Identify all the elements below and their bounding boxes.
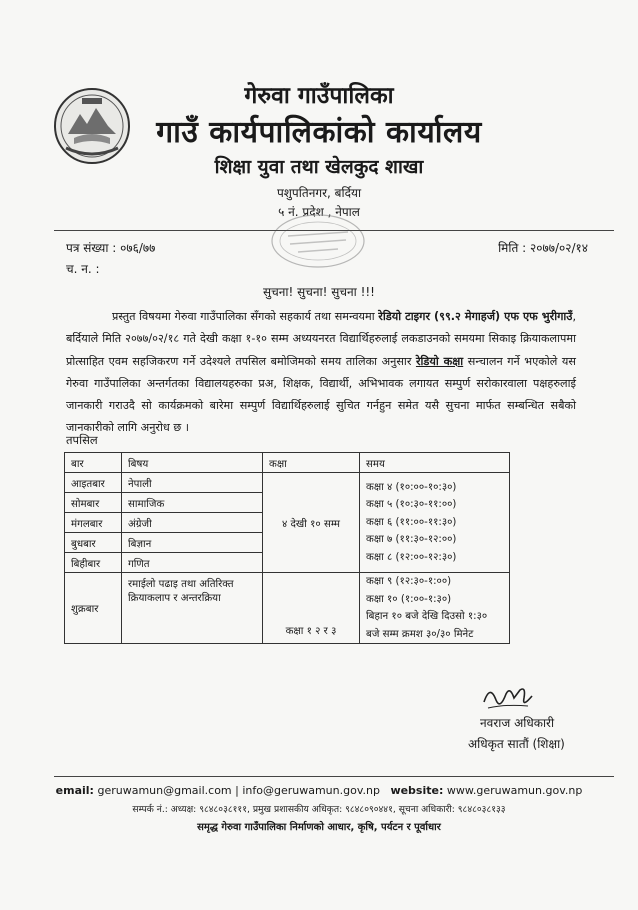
- dispatch-number: च. न. :: [66, 262, 100, 276]
- time-slots-cell: [360, 473, 510, 573]
- time-slot: बिहान १० बजे देखि दिउसो १:३०: [366, 611, 488, 622]
- email-link[interactable]: geruwamun@gmail.com | info@geruwamun.gov.np: [97, 784, 380, 797]
- row-day: बिहीबार: [65, 553, 122, 573]
- office-stamp: [268, 212, 368, 270]
- footer-contact-line: [0, 784, 638, 797]
- email-label: email:: [55, 784, 94, 797]
- header-subject: बिषय: [122, 453, 263, 473]
- row-day: शुक्रबार: [65, 573, 122, 644]
- handwritten-signature: [476, 680, 546, 714]
- header-time: समय: [360, 453, 510, 473]
- table-row: [65, 473, 510, 493]
- row-day: मंगलबार: [65, 513, 122, 533]
- time-slot: कक्षा ५ (१०:३०-११:००): [366, 499, 457, 511]
- office-place: पशुपतिनगर, बर्दिया: [276, 186, 362, 200]
- row-subject: गणित: [122, 553, 263, 573]
- footer-slogan: समृद्ध गेरुवा गाउँपालिका निर्माणको आधार, कृषि, पर्यटन र पूर्वाधार: [197, 822, 441, 833]
- time-slot: बजे सम्म क्रमश ३०/३० मिनेट: [366, 628, 474, 640]
- row-day: बुधबार: [65, 533, 122, 553]
- class-range-cell: ४ देखी १० सम्म: [263, 473, 360, 573]
- notice-body: [66, 306, 576, 440]
- notice-part-2: , बर्दियाले मिति २०७७/०२/१८ गते देखी कक्षा १-१० सम्म अध्ययनरत विद्यार्थिहरुलाई लकडाउनको समयमा सिकाइ क्रियाकलापमा प्रोत्साहित एवम सहजिकरण गर्ने उदेश्यले तपसिल बमोजिमको समय तालिका अनुसार: [66, 310, 576, 368]
- office-name: गाउँ कार्यपालिकांको कार्यालय: [156, 115, 482, 150]
- website-link[interactable]: www.geruwamun.gov.np: [446, 784, 583, 797]
- notice-heading: सुचना! सुचना! सुचना !!!: [263, 285, 375, 299]
- office-province: ५ नं. प्रदेश , नेपाल: [278, 205, 360, 219]
- letter-date: मिति : २०७७/०२/१४: [498, 241, 588, 255]
- header-divider: [54, 230, 614, 231]
- website-label: website:: [390, 784, 444, 797]
- time-slot: कक्षा ९ (१२:३०-१:००): [366, 576, 452, 587]
- friday-time-cell: [360, 573, 510, 644]
- header-day: बार: [65, 453, 122, 473]
- municipality-name: गेरुवा गाउँपालिका: [244, 83, 394, 109]
- footer-phone-numbers: सम्पर्क नं.: अध्यक्ष: ९८४८०३८१११, प्रमुख प्रशासकीय अधिकृत: ९८४८०९०४४१, सूचना अधिकारी: ९८४८०३८१३३: [132, 804, 506, 815]
- time-slot: कक्षा ८ (१२:००-१२:३०): [366, 551, 457, 563]
- branch-name: शिक्षा युवा तथा खेलकुद शाखा: [214, 156, 424, 178]
- notice-part-1: प्रस्तुत विषयमा गेरुवा गाउँपालिका सँगको सहकार्य तथा समन्वयमा: [112, 310, 375, 323]
- header-class: कक्षा: [263, 453, 360, 473]
- signatory-name: नवराज अधिकारी: [480, 716, 555, 730]
- signatory-title: अधिकृत सातौं (शिक्षा): [468, 737, 565, 751]
- notice-part-3: सन्चालन गर्ने भएकोले यस गेरुवा गाउँपालिका अन्तर्गतका विद्यालयहरुका प्रअ, शिक्षक, विद्यार्थी, अभिभावक लगायत सम्पुर्ण सरोकारवाला पक्षहरुलाई जानकारी गराउदै सो कार्यक्रमको बारेमा सम्पुर्ण विद्यार्थिहरुलाई सुचित गर्नहुन समेत यसै सुचना मार्फत सम्बन्धित सबैको जानकारीको लागि अनुरोध छ ।: [66, 354, 576, 435]
- time-slot: कक्षा ६ (११:००-११:३०): [366, 516, 457, 528]
- table-header-row: [65, 453, 510, 473]
- row-subject: अंग्रेजी: [122, 513, 263, 533]
- radio-station-name: रेडियो टाइगर (९९.२ मेगाहर्ज) एफ एफ भुरीगाउँ: [378, 310, 573, 323]
- row-day: सोमबार: [65, 493, 122, 513]
- time-slot: कक्षा ४ (१०:००-१०:३०): [366, 481, 457, 493]
- row-day: आइतबार: [65, 473, 122, 493]
- reference-number: पत्र संख्या : ०७६/७७: [66, 241, 156, 255]
- schedule-table: [64, 452, 510, 644]
- row-subject: नेपाली: [122, 473, 263, 493]
- schedule-label: तपसिल: [66, 433, 98, 447]
- time-slot: कक्षा ७ (११:३०-१२:००): [366, 534, 457, 546]
- row-subject: रमाईलो पढाइ तथा अतिरिक्त क्रियाकलाप र अन्तरक्रिया: [122, 573, 263, 644]
- row-subject: सामाजिक: [122, 493, 263, 513]
- footer-divider: [54, 776, 614, 777]
- radio-class-label: रेडियो कक्षा: [415, 354, 464, 368]
- friday-class-cell: कक्षा १ २ र ३: [263, 573, 360, 644]
- time-slot: कक्षा १० (१:००-१:३०): [366, 593, 452, 605]
- row-subject: बिज्ञान: [122, 533, 263, 553]
- table-row: [65, 573, 510, 644]
